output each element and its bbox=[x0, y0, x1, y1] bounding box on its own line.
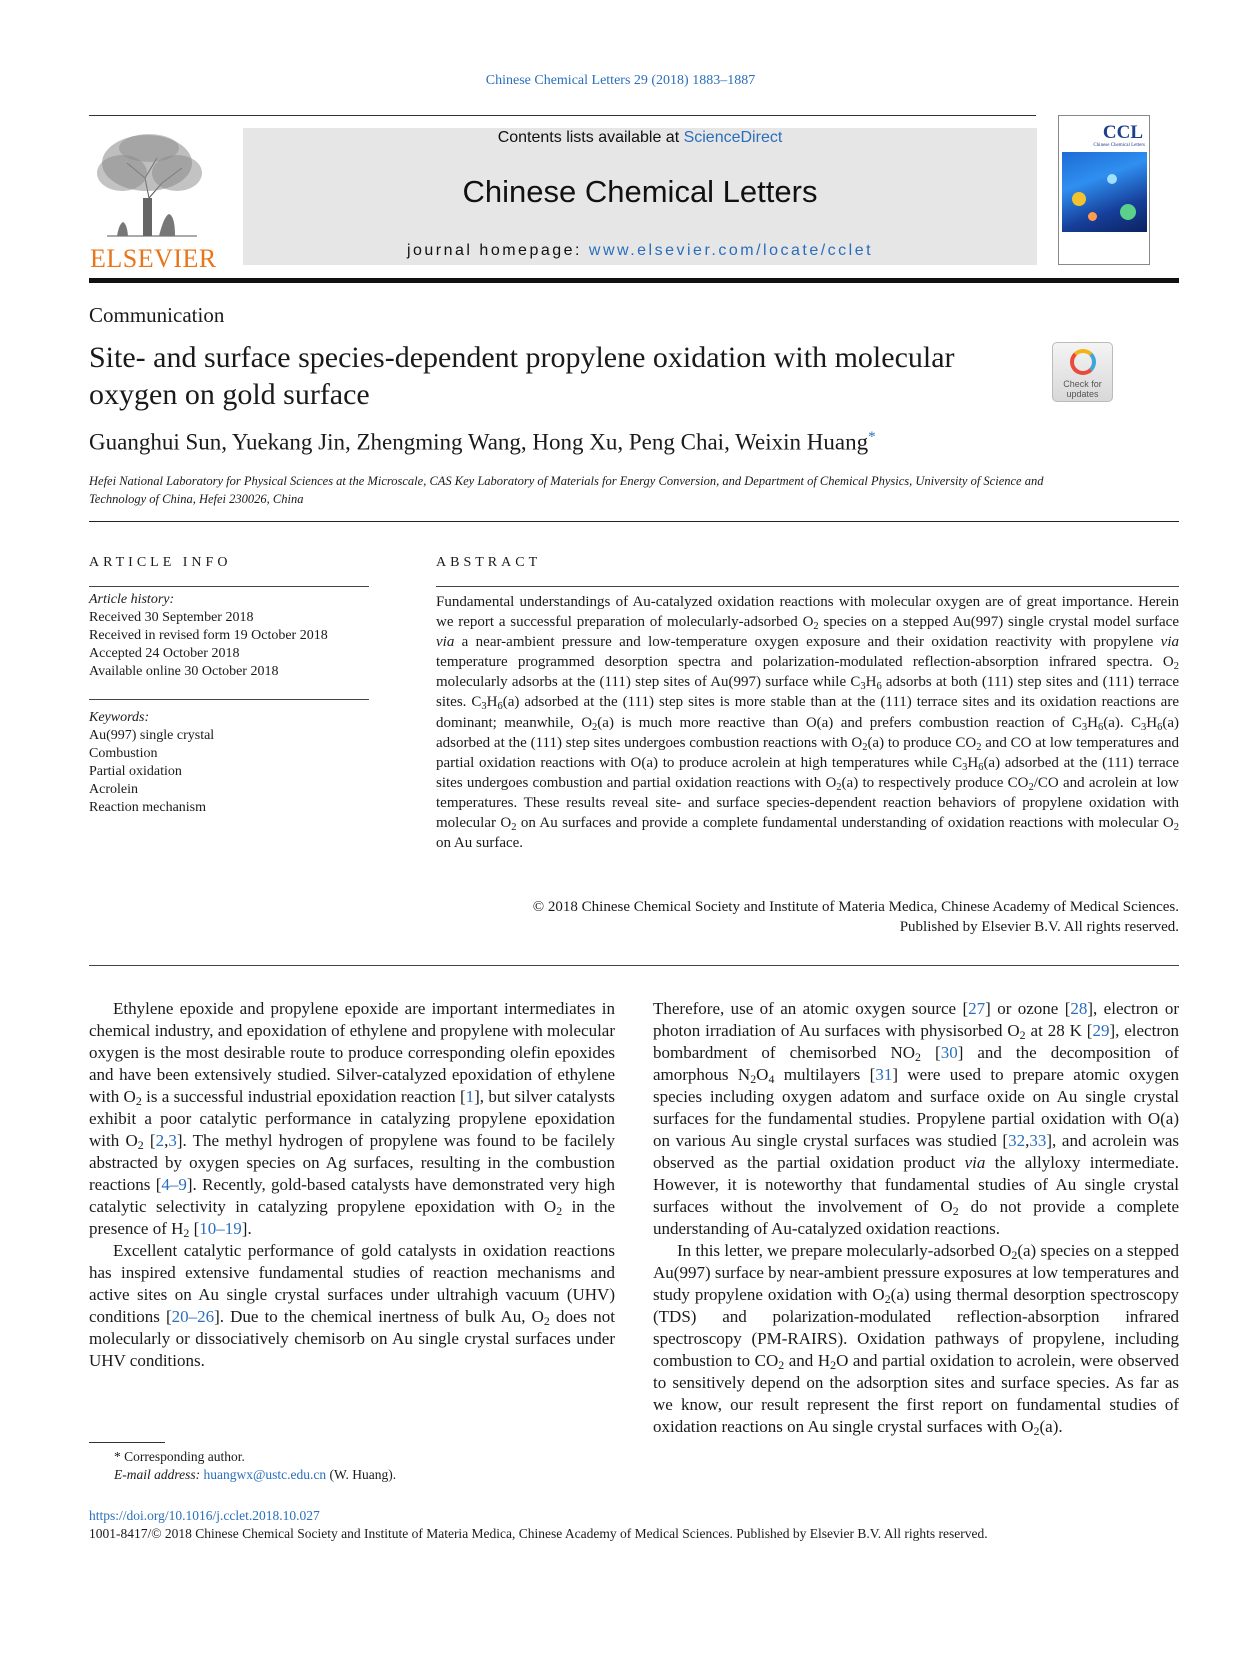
history-online: Available online 30 October 2018 bbox=[89, 664, 279, 679]
cover-title: CCL bbox=[1102, 122, 1143, 143]
homepage-link[interactable]: www.elsevier.com/locate/cclet bbox=[588, 242, 874, 259]
author-list: Guanghui Sun, Yuekang Jin, Zhengming Wang, Hong Xu, Peng Chai, Weixin Huang* bbox=[89, 429, 876, 455]
email-link[interactable]: huangwx@ustc.edu.cn bbox=[203, 1467, 327, 1482]
history-accepted: Accepted 24 October 2018 bbox=[89, 646, 240, 661]
body-column-left bbox=[89, 998, 615, 1372]
citation-link[interactable]: 33 bbox=[1029, 1131, 1047, 1150]
front-matter-rule bbox=[89, 521, 1179, 522]
citation-link[interactable]: 1 bbox=[465, 1087, 475, 1106]
history-revised: Received in revised form 19 October 2018 bbox=[89, 628, 328, 643]
copyright-line-2: Published by Elsevier B.V. All rights reserved. bbox=[899, 919, 1179, 935]
citation-link[interactable]: 29 bbox=[1092, 1021, 1110, 1040]
keyword-item: Acrolein bbox=[89, 782, 138, 797]
citation-link[interactable]: 27 bbox=[968, 999, 986, 1018]
crossmark-label: Check for updates bbox=[1063, 379, 1102, 399]
corresponding-author-link[interactable]: * bbox=[868, 429, 876, 445]
article-info-rule bbox=[89, 586, 369, 587]
keyword-item: Au(997) single crystal bbox=[89, 728, 215, 743]
footnote-corresponding: * Corresponding author. bbox=[114, 1449, 245, 1464]
citation-link[interactable]: 28 bbox=[1070, 999, 1088, 1018]
citation-link[interactable]: 30 bbox=[940, 1043, 958, 1062]
body-paragraph: Excellent catalytic performance of gold catalysts in oxidation reactions has inspired extensive fundamental studies of reaction mechanisms and active sites on Au single crystal surfaces under ultrahigh vacuum (UHV) conditions [20–26]. Due to the chemical inertness of bulk Au, $O_2$ does not molecularly or dissociatively chemisorb on Au single crystal surfaces under UHV conditions. bbox=[89, 1241, 615, 1370]
cover-subtitle: Chinese Chemical Letters bbox=[1093, 143, 1145, 148]
citation-link[interactable]: 3 bbox=[168, 1131, 177, 1150]
body-paragraph: In this letter, we prepare molecularly-adsorbed $O_2(a)$ species on a stepped Au(997) surface by near-ambient pressure exposures at low temperatures and study propylene oxidation with $O_2(a)$ using thermal desorption spectroscopy (TDS) and polarization-modulated reflection-absorption infrared spectroscopy (PM-RAIRS). Oxidation pathways of propylene, including combustion to $CO_2$ and $H_2O$ and partial oxidation to acrolein, were observed to sensitively depend on the adsorption sites and surface species. As far as we know, our result represent the first report on fundamental studies of oxidation reactions on Au single crystal surfaces with $O_2(a)$. bbox=[653, 1241, 1179, 1438]
cover-image bbox=[1062, 152, 1147, 232]
issn-copyright: 1001-8417/© 2018 Chinese Chemical Society and Institute of Materia Medica, Chinese Academy of Medical Sciences. Published by Elsevier B.V. All rights reserved. bbox=[89, 1526, 988, 1541]
journal-banner bbox=[243, 128, 1037, 265]
article-info-heading: ARTICLE INFO bbox=[89, 555, 232, 570]
history-label: Article history: bbox=[89, 592, 175, 607]
abstract-rule bbox=[436, 586, 1179, 587]
keyword-item: Combustion bbox=[89, 746, 158, 761]
affiliation: Hefei National Laboratory for Physical Sciences at the Microscale, CAS Key Laboratory of Materials for Energy Conversion, and Department of Chemical Physics, University of Science and Technology of China, Hefei 230026, China bbox=[89, 474, 1044, 506]
abstract-heading: ABSTRACT bbox=[436, 555, 542, 570]
keywords-label: Keywords: bbox=[89, 710, 150, 725]
header-thick-rule bbox=[89, 278, 1179, 283]
journal-cover-thumbnail[interactable] bbox=[1058, 115, 1150, 265]
contents-line: Contents lists available at ScienceDirect bbox=[497, 129, 783, 146]
footnote-email: E-mail address: huangwx@ustc.edu.cn (W. Huang). bbox=[114, 1467, 397, 1482]
footnote bbox=[89, 1448, 396, 1484]
body-rule bbox=[89, 965, 1179, 966]
keywords-rule bbox=[89, 699, 369, 700]
article-title: Site- and surface species-dependent propylene oxidation with molecular oxygen on gold surface bbox=[89, 341, 955, 411]
body-paragraph: Ethylene epoxide and propylene epoxide are important intermediates in chemical industry, and epoxidation of ethylene and propylene with molecular oxygen is the most desirable route to produce corresponding olefin epoxides and have been extensively studied. Silver-catalyzed epoxidation of ethylene with $O_2$ is a successful industrial epoxidation reaction [1], but silver catalysts exhibit a poor catalytic performance in catalyzing propylene epoxidation with $O_2$ [2,3]. The methyl hydrogen of propylene was found to be facilely abstracted by oxygen species on Ag surfaces, resulting in the combustion reactions [4–9]. Recently, gold-based catalysts have demonstrated very high catalytic selectivity in catalyzing propylene epoxidation with $O_2$ in the presence of $H_2$ [10–19]. bbox=[89, 999, 616, 1240]
homepage-line: journal homepage: www.elsevier.com/locate/cclet bbox=[406, 242, 874, 259]
crossmark-icon bbox=[1070, 349, 1096, 375]
history-received: Received 30 September 2018 bbox=[89, 610, 254, 625]
body-column-right bbox=[653, 998, 1179, 1438]
elsevier-wordmark: ELSEVIER bbox=[90, 244, 217, 273]
doi-link[interactable]: https://doi.org/10.1016/j.cclet.2018.10.027 bbox=[89, 1508, 320, 1523]
citation-link[interactable]: 20–26 bbox=[171, 1307, 215, 1326]
copyright-line-1: © 2018 Chinese Chemical Society and Institute of Materia Medica, Chinese Academy of Medical Sciences. bbox=[532, 899, 1179, 915]
body-paragraph: Therefore, use of an atomic oxygen source [27] or ozone [28], electron or photon irradiation of Au surfaces with physisorbed $O_2$ at 28 K [29], electron bombardment of chemisorbed $NO_2$ [30] and the decomposition of amorphous $N_2O_4$ multilayers [31] were used to prepare atomic oxygen species including oxygen adatom and surface oxide on Au single crystal surfaces for the fundamental studies. Propylene partial oxidation with O(a) on various Au single crystal surfaces was studied [32,33], and acrolein was observed as the partial oxidation product via the allyloxy intermediate. However, it is noteworthy that fundamental studies of Au single crystal surfaces without the involvement of $O_2$ do not provide a complete understanding of Au-catalyzed oxidation reactions. bbox=[653, 999, 1180, 1238]
journal-reference[interactable]: Chinese Chemical Letters 29 (2018) 1883–1887 bbox=[485, 73, 756, 88]
header-rule bbox=[89, 115, 1036, 116]
abstract-copyright bbox=[436, 897, 1179, 937]
citation-link[interactable]: 4–9 bbox=[161, 1175, 187, 1194]
footnote-rule bbox=[89, 1442, 165, 1443]
journal-name: Chinese Chemical Letters bbox=[462, 174, 818, 209]
keyword-item: Partial oxidation bbox=[89, 764, 182, 779]
article-type: Communication bbox=[89, 303, 225, 327]
keyword-item: Reaction mechanism bbox=[89, 800, 207, 815]
abstract-text: Fundamental understandings of Au-catalyzed oxidation reactions with molecular oxygen are of great importance. Herein we report a successful preparation of molecularly-adsorbed $O_2$ species on a stepped Au(997) single crystal model surface via a near-ambient pressure and low-temperature oxygen exposure and their oxidation reactivity with propylene via temperature programmed desorption spectra and polarization-modulated reflection-absorption infrared spectra. $O_2$ molecularly adsorbs at the (111) step sites of Au(997) surface while $C_3H_6$ adsorbs at both (111) step sites and (111) terrace sites. $C_3H_6(a)$ adsorbed at the (111) step sites is more stable than at the (111) terrace sites and its oxidation reactions are dominant; meanwhile, $O_2(a)$ is much more reactive than O(a) and prefers combustion reaction of $C_3H_6(a)$. $C_3H_6(a)$ adsorbed at the (111) step sites undergoes combustion reactions with $O_2(a)$ to produce $CO_2$ and CO at low temperatures and partial oxidation reactions with O(a) to produce acrolein at high temperatures while $C_3H_6(a)$ adsorbed at the (111) terrace sites undergoes combustion and partial oxidation reactions with $O_2(a)$ to respectively produce $CO_2/CO$ and acrolein at low temperatures. These results reveal site- and surface species-dependent reaction behaviors of propylene oxidation with molecular $O_2$ on Au surfaces and provide a complete fundamental understanding of oxidation reactions with molecular $O_2$ on Au surface. bbox=[436, 594, 1180, 852]
citation-link[interactable]: 10–19 bbox=[199, 1219, 242, 1238]
citation-link[interactable]: 32 bbox=[1008, 1131, 1026, 1150]
keywords bbox=[89, 709, 214, 817]
check-for-updates-button[interactable] bbox=[1052, 342, 1113, 402]
article-history bbox=[89, 591, 328, 681]
citation-link[interactable]: 31 bbox=[875, 1065, 893, 1084]
sciencedirect-link[interactable]: ScienceDirect bbox=[683, 129, 783, 146]
citation-link[interactable]: 2 bbox=[155, 1131, 165, 1150]
